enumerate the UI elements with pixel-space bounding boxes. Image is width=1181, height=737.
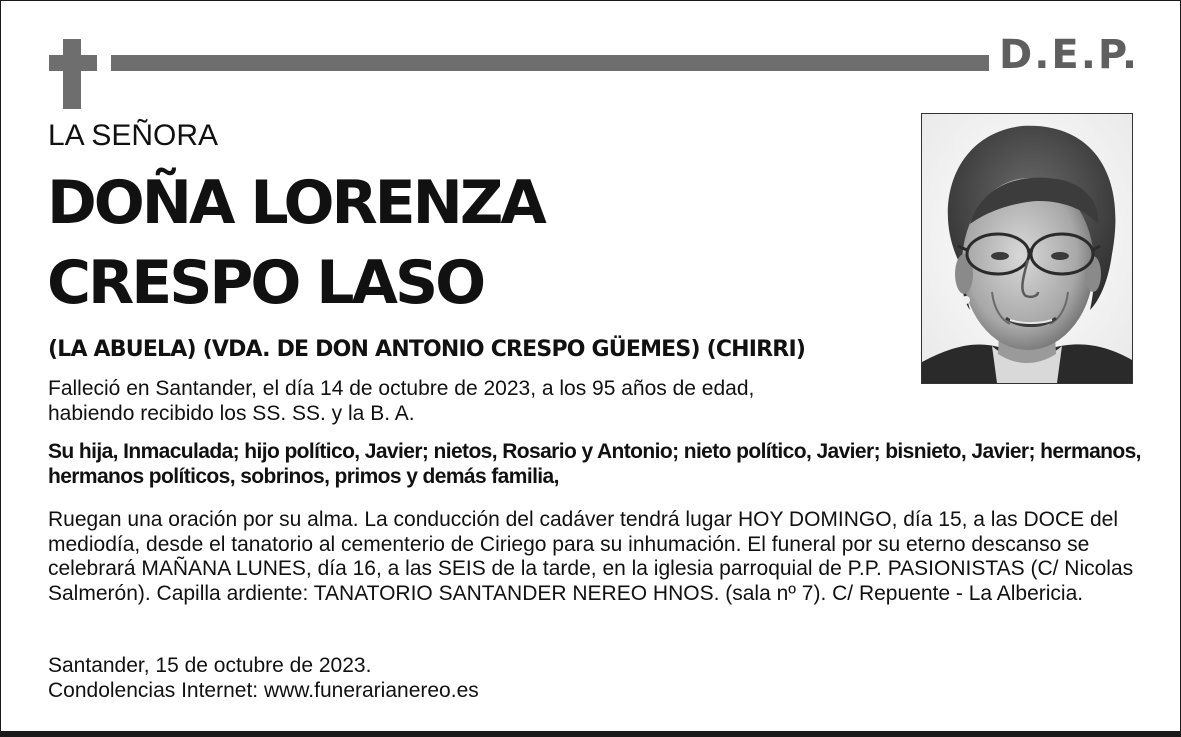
deceased-name-line2: CRESPO LASO: [47, 248, 484, 318]
service-details: Ruegan una oración por su alma. La conducción del cadáver tendrá lugar HOY DOMINGO, día 15, a las DOCE del mediodía, desde el tanatorio al cementerio de Ciriego para su inhumación. El funeral por su eterno descanso se celebrará MAÑANA LUNES, día 16, a las SEIS de la tarde, en la iglesia parroquial de P.P. PASIONISTAS (C/ Nicolas Salmerón). Capilla ardiente: TANATORIO SANTANDER NEREO HNOS. (sala nº 7). C/ Repuente - La Albericia.: [48, 508, 1134, 605]
death-notice: Falleció en Santander, el día 14 de octubre de 2023, a los 95 años de edad, habiendo recibido los SS. SS. y la B. A.: [48, 377, 755, 425]
portrait-photo: [921, 113, 1133, 384]
dep-heading: D.E.P.: [999, 32, 1140, 78]
honorific: LA SEÑORA: [48, 119, 219, 152]
date-line: Santander, 15 de octubre de 2023.: [48, 654, 372, 677]
condolences-line: Condolencias Internet: www.funerarianereo.es: [48, 678, 479, 702]
header-rule: [111, 55, 989, 71]
family-list: Su hija, Inmaculada; hijo político, Javier; nietos, Rosario y Antonio; nieto político, Javier; bisnieto, Javier; hermanos, hermanos políticos, sobrinos, primos y demás familia,: [48, 440, 1141, 488]
deceased-name-line1: DOÑA LORENZA: [47, 168, 544, 238]
signoff: [48, 654, 748, 703]
deceased-aliases: (LA ABUELA) (VDA. DE DON ANTONIO CRESPO GÜEMES) (CHIRRI): [48, 337, 806, 362]
portrait-image: [922, 114, 1132, 383]
